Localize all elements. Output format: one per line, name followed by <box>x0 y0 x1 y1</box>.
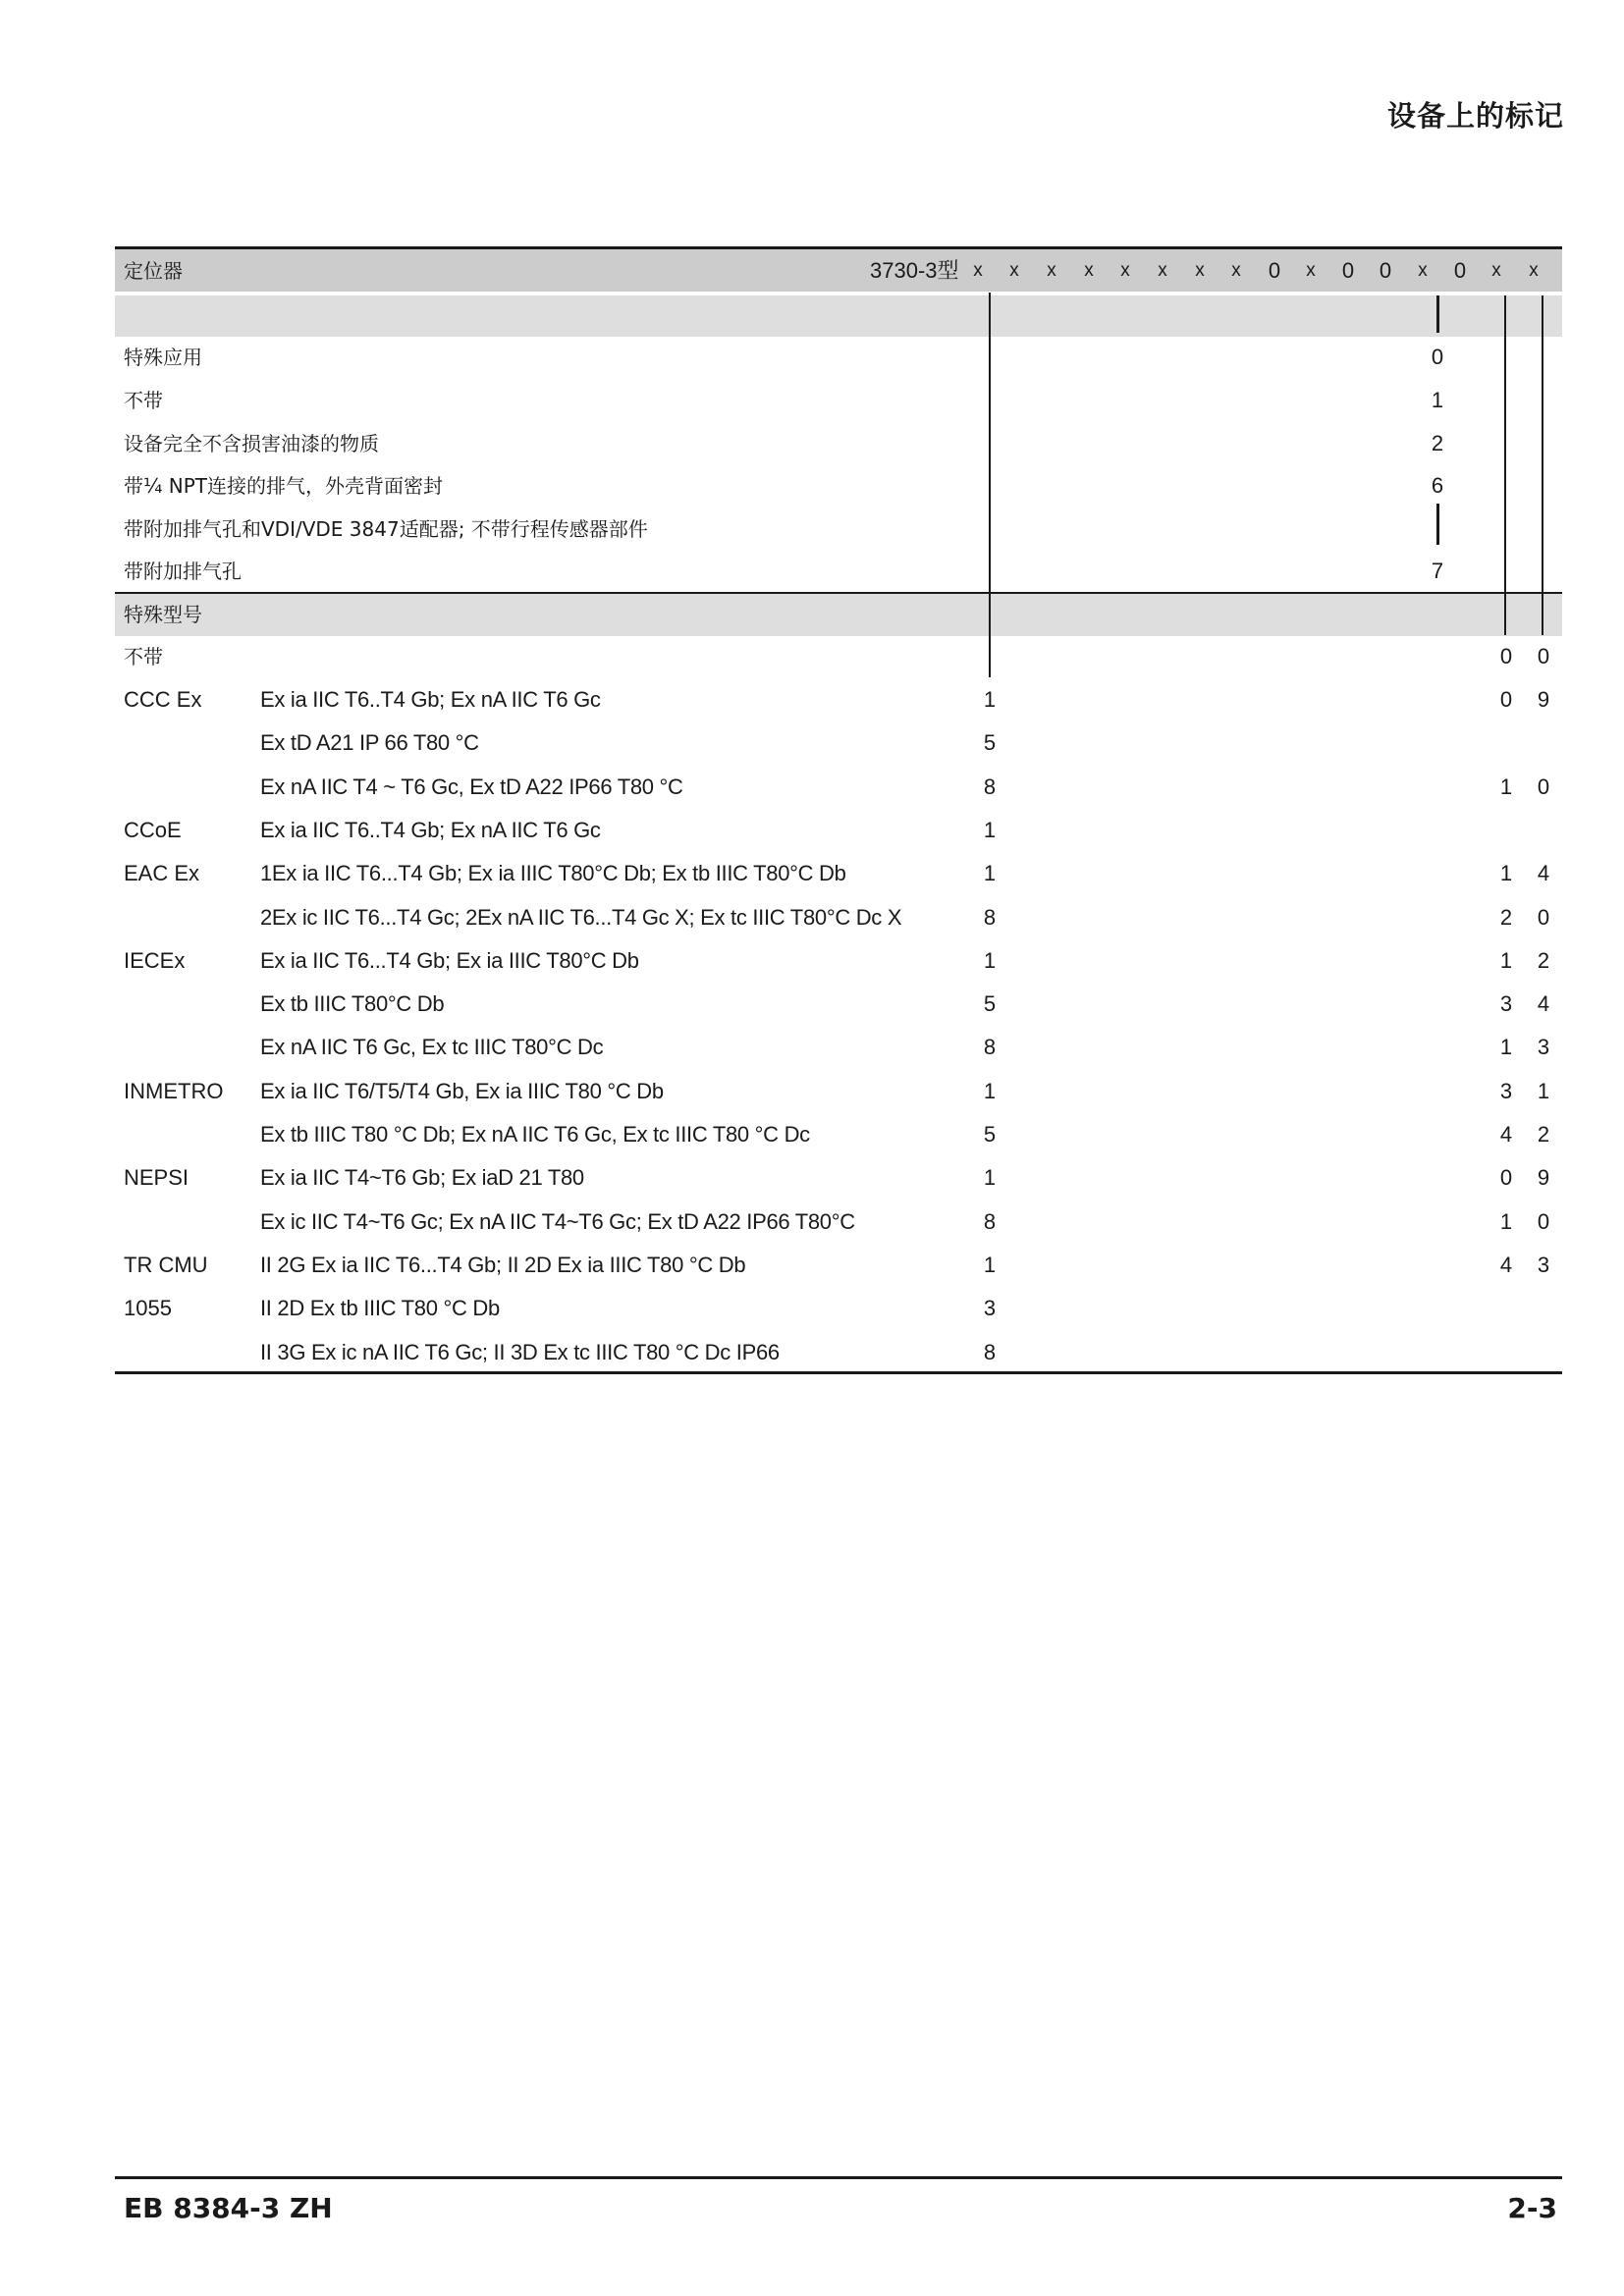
footer-doc-id: EB 8384-3 ZH <box>124 2192 333 2224</box>
cert-label: CCC Ex <box>124 687 202 712</box>
cert-label: IECEx <box>124 947 186 973</box>
special-app-item-code: 6 <box>1431 473 1444 498</box>
code-digit-position: 1 <box>983 1078 997 1103</box>
connector-line-version-2 <box>1542 295 1543 635</box>
ex-marking-desc: Ex ia IIC T6/T5/T4 Gb, Ex ia IIIC T80 °C Db <box>260 1078 664 1103</box>
type-code-digit: 0 <box>1379 258 1392 283</box>
version-code-digit-2: 4 <box>1537 991 1550 1017</box>
ex-marking-desc: Ex ia IIC T4~T6 Gb; Ex iaD 21 T80 <box>260 1165 584 1191</box>
version-code-digit-1: 1 <box>1499 947 1513 973</box>
version-code-digit-1: 4 <box>1499 1252 1513 1277</box>
code-digit-position: 8 <box>983 1339 997 1364</box>
version-code-digit-1: 1 <box>1499 774 1513 799</box>
version-code-digit-1: 1 <box>1499 1208 1513 1234</box>
version-code-digit-1: 2 <box>1499 904 1513 930</box>
type-code-digit: 0 <box>1268 258 1281 283</box>
type-code-digit: 0 <box>1341 258 1355 283</box>
code-digit-position: 1 <box>983 687 997 712</box>
code-digit-position: 1 <box>983 1252 997 1277</box>
ex-marking-desc: II 3G Ex ic nA IIC T6 Gc; II 3D Ex tc IIIC T80 °C Dc IP66 <box>260 1339 780 1364</box>
ex-marking-desc: Ex ia IIC T6..T4 Gb; Ex nA IIC T6 Gc <box>260 817 601 842</box>
special-app-title: 特殊应用 <box>124 346 202 369</box>
special-app-title-code: 0 <box>1431 345 1444 369</box>
type-code-digit: x <box>1195 260 1205 281</box>
special-app-item-code: 2 <box>1431 430 1444 455</box>
code-digit-position: 8 <box>983 1208 997 1234</box>
ex-marking-desc: Ex tD A21 IP 66 T80 °C <box>260 730 479 756</box>
version-code-digit-2: 9 <box>1537 687 1550 712</box>
special-app-item-label: 带附加排气孔 <box>124 560 242 583</box>
code-digit-position: 5 <box>983 991 997 1017</box>
code-digit-position: 1 <box>983 817 997 842</box>
version-code-digit-1: 1 <box>1499 861 1513 886</box>
type-code-digit: x <box>1491 260 1501 281</box>
version-code-digit-1: 0 <box>1499 687 1513 712</box>
version-code-digit-1: 4 <box>1499 1122 1513 1147</box>
connector-line-special-app-alt <box>1436 504 1439 545</box>
connector-line-version-1 <box>1504 295 1506 635</box>
version-code-digit-2: 0 <box>1537 1208 1550 1234</box>
special-app-item-code: 7 <box>1431 559 1444 583</box>
ex-marking-desc: Ex nA IIC T4 ~ T6 Gc, Ex tD A22 IP66 T80 °C <box>260 774 683 799</box>
version-code-digit-2: 2 <box>1537 947 1550 973</box>
version-code-digit-1: 3 <box>1499 1078 1513 1103</box>
ex-marking-desc: II 2D Ex tb IIIC T80 °C Db <box>260 1296 500 1321</box>
code-digit-position: 1 <box>983 947 997 973</box>
ex-marking-desc: Ex nA IIC T6 Gc, Ex tc IIIC T80°C Dc <box>260 1035 604 1060</box>
special-version-title: 特殊型号 <box>124 603 202 626</box>
cert-label: TR CMU <box>124 1252 208 1277</box>
cert-label: 1055 <box>124 1296 172 1321</box>
version-code-digit-1: 1 <box>1499 1035 1513 1060</box>
version-code-digit-2: 3 <box>1537 1252 1550 1277</box>
footer-page-number: 2-3 <box>1507 2192 1557 2224</box>
connector-line-special-app <box>1436 295 1439 333</box>
code-digit-position: 1 <box>983 861 997 886</box>
version-code-digit-2: 2 <box>1537 1122 1550 1147</box>
none-code-digit-2: 0 <box>1537 644 1550 668</box>
type-code-digit: x <box>1306 260 1316 281</box>
special-app-item-code: 1 <box>1431 388 1444 412</box>
special-version-none-label: 不带 <box>124 645 163 668</box>
page-header-title: 设备上的标记 <box>1386 99 1564 133</box>
type-code-digit: x <box>1418 260 1428 281</box>
type-code-digit: x <box>1009 260 1019 281</box>
code-digit-position: 5 <box>983 730 997 756</box>
version-code-digit-2: 3 <box>1537 1035 1550 1060</box>
version-code-digit-2: 1 <box>1537 1078 1550 1103</box>
type-code-digit: x <box>1120 260 1130 281</box>
special-version-band <box>115 594 1562 636</box>
connector-line-digit3 <box>989 293 991 677</box>
special-app-item-label: 不带 <box>124 389 163 412</box>
type-code-digit: x <box>1084 260 1094 281</box>
cert-label: INMETRO <box>124 1078 224 1103</box>
type-code-digit: x <box>1231 260 1241 281</box>
ex-marking-desc: 1Ex ia IIC T6...T4 Gb; Ex ia IIIC T80°C Db; Ex tb IIIC T80°C Db <box>260 861 846 886</box>
ex-marking-desc: 2Ex ic IIC T6...T4 Gc; 2Ex nA IIC T6...T4 Gc X; Ex tc IIIC T80°C Dc X <box>260 904 902 930</box>
ex-marking-desc: Ex ia IIC T6..T4 Gb; Ex nA IIC T6 Gc <box>260 687 601 712</box>
type-code-digit: x <box>1047 260 1056 281</box>
code-digit-position: 8 <box>983 1035 997 1060</box>
ex-marking-desc: Ex ic IIC T4~T6 Gc; Ex nA IIC T4~T6 Gc; Ex tD A22 IP66 T80°C <box>260 1208 855 1234</box>
ex-marking-desc: Ex ia IIC T6...T4 Gb; Ex ia IIIC T80°C Db <box>260 947 639 973</box>
footer-rule <box>115 2176 1562 2179</box>
type-code-digit: x <box>1529 260 1539 281</box>
code-digit-position: 8 <box>983 774 997 799</box>
version-code-digit-2: 4 <box>1537 861 1550 886</box>
table-subhead-band <box>115 295 1562 337</box>
code-digit-position: 1 <box>983 1165 997 1191</box>
table-bottom-rule <box>115 1371 1562 1374</box>
code-digit-position: 5 <box>983 1122 997 1147</box>
type-code-digit: x <box>1158 260 1167 281</box>
cert-label: EAC Ex <box>124 861 200 886</box>
version-code-digit-2: 9 <box>1537 1165 1550 1191</box>
type-label: 3730-3型 <box>870 258 959 283</box>
version-code-digit-1: 3 <box>1499 991 1513 1017</box>
special-app-item-label: 设备完全不含损害油漆的物质 <box>124 431 379 455</box>
ex-marking-desc: II 2G Ex ia IIC T6...T4 Gb; II 2D Ex ia IIIC T80 °C Db <box>260 1252 746 1277</box>
version-code-digit-1: 0 <box>1499 1165 1513 1191</box>
version-code-digit-2: 0 <box>1537 774 1550 799</box>
code-digit-position: 3 <box>983 1296 997 1321</box>
cert-label: CCoE <box>124 817 182 842</box>
type-code-digit: 0 <box>1453 258 1467 283</box>
table-head-label: 定位器 <box>124 259 183 283</box>
special-app-item-label: 带¼ NPT连接的排气，外壳背面密封 <box>124 474 443 498</box>
ex-marking-desc: Ex tb IIIC T80 °C Db; Ex nA IIC T6 Gc, Ex tc IIIC T80 °C Dc <box>260 1122 810 1147</box>
cert-label: NEPSI <box>124 1165 189 1191</box>
special-app-item-label: 带附加排气孔和VDI/VDE 3847适配器; 不带行程传感器部件 <box>124 516 648 541</box>
none-code-digit-1: 0 <box>1499 644 1513 668</box>
code-digit-position: 8 <box>983 904 997 930</box>
ex-marking-desc: Ex tb IIIC T80°C Db <box>260 991 445 1017</box>
version-code-digit-2: 0 <box>1537 904 1550 930</box>
type-code-digit: x <box>973 260 983 281</box>
